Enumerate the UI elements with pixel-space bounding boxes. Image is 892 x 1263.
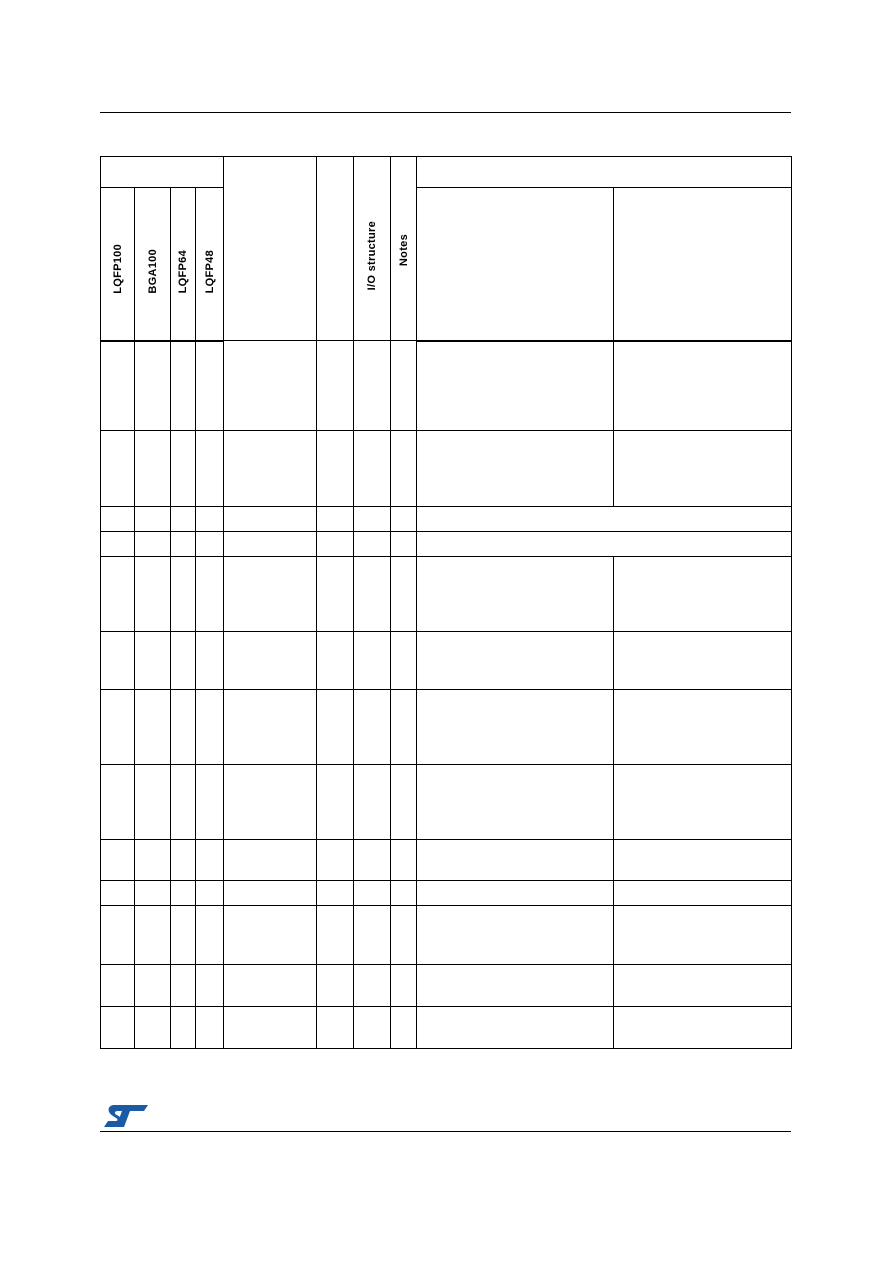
lqfp64-label: LQFP64	[177, 250, 189, 294]
table-cell	[196, 881, 224, 906]
table-cell	[171, 557, 196, 632]
table-row	[101, 431, 792, 507]
table-cell	[171, 1007, 196, 1049]
table-cell	[317, 840, 354, 881]
table-cell	[391, 881, 417, 906]
table-cell	[101, 840, 135, 881]
table-cell	[354, 881, 391, 906]
table-cell	[135, 881, 171, 906]
table-cell	[224, 557, 317, 632]
table-cell	[317, 690, 354, 765]
table-cell	[196, 632, 224, 690]
footer-rule	[100, 1131, 791, 1132]
table-cell	[417, 1007, 614, 1049]
table-cell	[417, 632, 614, 690]
table-cell	[391, 906, 417, 965]
table-cell	[317, 557, 354, 632]
main-function-header	[417, 188, 614, 341]
table-cell	[614, 632, 792, 690]
table-cell	[317, 1007, 354, 1049]
table-cell	[417, 341, 614, 431]
pin-name-header	[224, 157, 317, 341]
table-cell	[101, 965, 135, 1007]
table-cell	[354, 507, 391, 532]
table-cell	[317, 341, 354, 431]
table-row	[101, 341, 792, 431]
table-cell	[101, 906, 135, 965]
table-cell	[196, 965, 224, 1007]
table-cell	[224, 431, 317, 507]
table-cell	[391, 965, 417, 1007]
table-cell	[614, 557, 792, 632]
table-cell	[224, 840, 317, 881]
table-cell	[354, 557, 391, 632]
table-cell	[135, 1007, 171, 1049]
table-cell	[317, 906, 354, 965]
table-cell	[135, 431, 171, 507]
table-cell	[354, 1007, 391, 1049]
table-cell	[101, 507, 135, 532]
table-cell	[224, 507, 317, 532]
table-cell	[171, 906, 196, 965]
bga100-header	[135, 188, 171, 341]
table-cell	[391, 431, 417, 507]
table-cell	[196, 690, 224, 765]
table-cell	[417, 840, 614, 881]
lqfp100-label: LQFP100	[111, 243, 124, 294]
table-cell	[354, 765, 391, 840]
table-cell	[354, 341, 391, 431]
table-cell	[391, 507, 417, 532]
table-cell	[417, 557, 614, 632]
table-cell	[417, 690, 614, 765]
notes-label: Notes	[397, 233, 410, 266]
table-cell	[614, 765, 792, 840]
table-cell	[614, 965, 792, 1007]
table-cell	[196, 840, 224, 881]
type-header	[317, 157, 354, 341]
functions-group-header	[417, 157, 792, 188]
table-cell	[317, 881, 354, 906]
table-cell	[171, 507, 196, 532]
table-cell	[417, 965, 614, 1007]
table-cell	[196, 765, 224, 840]
table-cell	[317, 632, 354, 690]
table-cell	[224, 965, 317, 1007]
table-row	[101, 881, 792, 906]
table-cell	[196, 431, 224, 507]
pin-definition-table	[100, 156, 792, 1049]
table-cell	[391, 1007, 417, 1049]
table-cell	[224, 881, 317, 906]
table-cell	[417, 906, 614, 965]
table-cell	[614, 431, 792, 507]
notes-header	[391, 157, 417, 341]
table-cell	[171, 840, 196, 881]
table-row	[101, 765, 792, 840]
table-cell	[224, 690, 317, 765]
table-row	[101, 840, 792, 881]
table-cell	[354, 906, 391, 965]
table-cell	[224, 632, 317, 690]
table-cell	[101, 881, 135, 906]
table-cell	[317, 965, 354, 1007]
table-cell	[391, 690, 417, 765]
table-row	[101, 690, 792, 765]
io-structure-label: I/O structure	[366, 220, 378, 290]
lqfp100-header	[101, 188, 135, 341]
table-cell	[614, 1007, 792, 1049]
table-cell	[354, 431, 391, 507]
table-cell	[224, 532, 317, 557]
table-row	[101, 557, 792, 632]
lqfp64-header	[171, 188, 196, 341]
table-row	[101, 632, 792, 690]
table-cell	[391, 765, 417, 840]
table-cell	[196, 341, 224, 431]
table-cell	[614, 881, 792, 906]
bga100-label: BGA100	[146, 248, 159, 294]
table-cell	[391, 632, 417, 690]
io-structure-header	[354, 157, 391, 341]
table-body	[101, 341, 792, 1049]
table-cell	[614, 341, 792, 431]
table-cell	[391, 557, 417, 632]
table-row	[101, 532, 792, 557]
table-cell	[317, 765, 354, 840]
table-cell	[171, 431, 196, 507]
table-cell	[354, 632, 391, 690]
table-cell	[224, 906, 317, 965]
table-cell	[354, 840, 391, 881]
table-cell	[135, 765, 171, 840]
table-cell	[614, 906, 792, 965]
table-cell	[135, 840, 171, 881]
table-cell	[391, 341, 417, 431]
st-logo-icon	[104, 1103, 150, 1129]
table-cell	[171, 632, 196, 690]
table-cell	[135, 532, 171, 557]
table-cell	[196, 507, 224, 532]
table-cell	[196, 557, 224, 632]
table-cell	[135, 690, 171, 765]
table-cell	[417, 431, 614, 507]
table-cell	[391, 840, 417, 881]
table-cell	[614, 690, 792, 765]
table-cell	[224, 1007, 317, 1049]
table-cell	[135, 507, 171, 532]
table-cell	[135, 557, 171, 632]
table-cell	[135, 965, 171, 1007]
table-cell	[354, 532, 391, 557]
table-cell	[101, 557, 135, 632]
table-cell	[317, 431, 354, 507]
table-cell	[417, 881, 614, 906]
table-cell	[171, 690, 196, 765]
table-cell	[101, 431, 135, 507]
table-cell	[101, 690, 135, 765]
table-cell	[196, 532, 224, 557]
table-row	[101, 1007, 792, 1049]
table-cell	[171, 881, 196, 906]
table-cell	[101, 341, 135, 431]
table-cell	[171, 532, 196, 557]
lqfp48-header	[196, 188, 224, 341]
header-row-bottom	[101, 188, 792, 341]
table-cell	[171, 341, 196, 431]
table-cell	[171, 965, 196, 1007]
lqfp48-label: LQFP48	[203, 250, 216, 294]
alternate-function-header	[614, 188, 792, 341]
header-row-top	[101, 157, 792, 188]
table-row	[101, 965, 792, 1007]
table-cell	[196, 906, 224, 965]
table-cell	[317, 532, 354, 557]
table-cell	[101, 1007, 135, 1049]
header-rule	[100, 112, 791, 113]
table-row	[101, 507, 792, 532]
table-cell	[135, 341, 171, 431]
table-cell	[417, 532, 792, 557]
table-cell	[101, 632, 135, 690]
table-cell	[224, 765, 317, 840]
table-row	[101, 906, 792, 965]
table-cell	[317, 507, 354, 532]
table-cell	[224, 341, 317, 431]
table-cell	[354, 965, 391, 1007]
table-cell	[135, 906, 171, 965]
table-cell	[417, 507, 792, 532]
table-cell	[354, 690, 391, 765]
table-cell	[171, 765, 196, 840]
table-cell	[391, 532, 417, 557]
table-cell	[196, 1007, 224, 1049]
pin-number-group-header	[101, 157, 224, 188]
table-cell	[101, 765, 135, 840]
table-cell	[417, 765, 614, 840]
table-cell	[101, 532, 135, 557]
table-cell	[614, 840, 792, 881]
table-cell	[135, 632, 171, 690]
